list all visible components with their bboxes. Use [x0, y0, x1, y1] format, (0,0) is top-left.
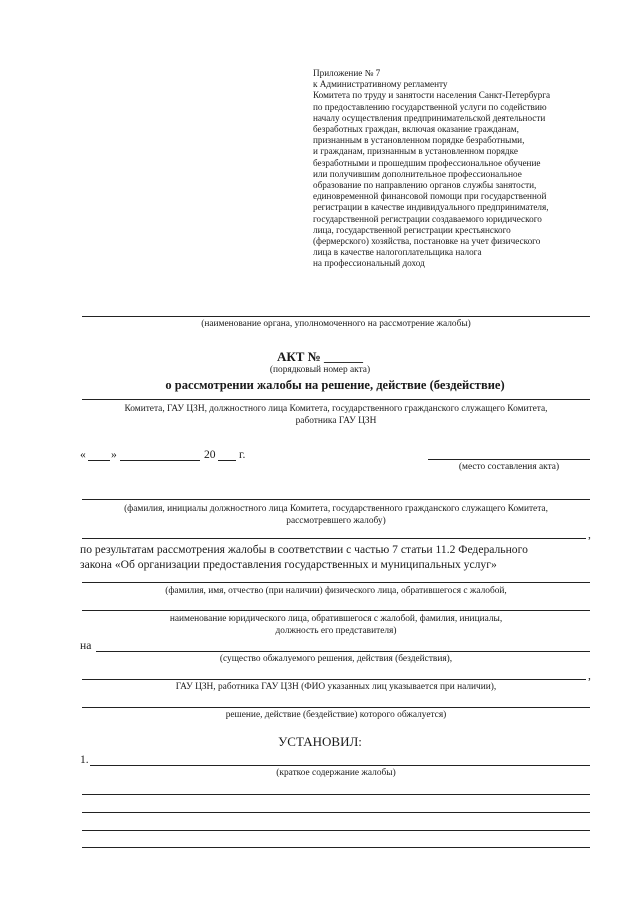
- organ-name-line[interactable]: [82, 316, 590, 317]
- decision-line[interactable]: [82, 707, 590, 708]
- appendix-line: признанным в установленном порядке безработными,: [313, 135, 525, 146]
- gau-line-comma: ,: [588, 669, 591, 682]
- organ-caption: (наименование органа, уполномоченного на рассмотрение жалобы): [201, 319, 471, 329]
- appendix-line: Приложение № 7: [313, 68, 381, 78]
- appendix-line: и гражданам, признанным в установленном порядке: [313, 146, 518, 157]
- person-caption: (фамилия, имя, отчество (при наличии) физического лица, обратившегося с жалобой,: [165, 586, 507, 596]
- appendix-line: на профессиональный доход: [313, 258, 425, 269]
- summary-line[interactable]: [90, 765, 590, 766]
- decision-caption: решение, действие (бездействие) которого обжалуется): [225, 710, 447, 720]
- legal-entity-line[interactable]: [82, 610, 590, 611]
- date-day-field[interactable]: [88, 460, 110, 461]
- official-caption-line1: (фамилия, инициалы должностного лица Комитета, государственного гражданского служащего Комитета,: [124, 504, 548, 514]
- result-text-line1: по результатам рассмотрения жалобы в соответствии с частью 7 статьи 11.2 Федерального: [80, 543, 528, 556]
- result-text-line2: закона «Об организации предоставления государственных и муниципальных услуг»: [80, 558, 497, 571]
- official-name-line[interactable]: [82, 499, 590, 500]
- date-month-field[interactable]: [120, 460, 200, 461]
- act-subtitle: о рассмотрении жалобы на решение, действие (бездействие): [165, 378, 505, 392]
- appendix-header: [313, 68, 613, 270]
- date-year-prefix: 20: [204, 448, 216, 461]
- appendix-line: или получившим дополнительное профессиональное: [313, 168, 522, 179]
- essence-caption: (существо обжалуемого решения, действия (бездействия),: [219, 654, 453, 664]
- committee-caption-line2: работника ГАУ ЦЗН: [295, 416, 377, 426]
- established-heading: УСТАНОВИЛ:: [278, 734, 362, 749]
- place-caption: (место составления акта): [458, 462, 560, 472]
- place-field[interactable]: [428, 459, 590, 460]
- summary-caption: (краткое содержание жалобы): [276, 768, 396, 778]
- line-comma: ,: [588, 528, 591, 541]
- appendix-line: (фермерского) хозяйства, постановке на учет физического: [313, 236, 541, 247]
- appendix-line: лица в качестве налогоплательщика налога: [313, 247, 482, 258]
- gau-line[interactable]: [82, 679, 586, 680]
- committee-caption-line1: Комитета, ГАУ ЦЗН, должностного лица Комитета, государственного гражданского служащего Комитета,: [124, 404, 548, 414]
- writing-line[interactable]: [82, 794, 590, 795]
- on-label: на: [80, 639, 92, 652]
- act-title: АКТ № ______: [276, 349, 364, 364]
- legal-caption-line2: должность его представителя): [275, 626, 397, 636]
- writing-line[interactable]: [82, 812, 590, 813]
- essence-line[interactable]: [96, 651, 590, 652]
- appendix-line: регистрации в качестве индивидуального предпринимателя,: [313, 202, 549, 213]
- person-name-line[interactable]: [82, 582, 590, 583]
- writing-line[interactable]: [82, 847, 590, 848]
- appendix-line: к Административному регламенту: [313, 79, 448, 90]
- act-number-caption: (порядковый номер акта): [269, 365, 371, 375]
- appendix-line: государственной регистрации создаваемого юридического: [313, 213, 542, 224]
- date-year-suffix: г.: [239, 448, 246, 461]
- appendix-line: по предоставлению государственной услуги по содействию: [313, 101, 547, 112]
- date-open-quote: «: [80, 448, 86, 461]
- item-one-label: 1.: [80, 753, 89, 766]
- appendix-line: безработными и прошедшим профессиональное обучение: [313, 157, 541, 168]
- writing-line[interactable]: [82, 830, 590, 831]
- appendix-line: началу осуществления предпринимательской деятельности: [313, 112, 546, 123]
- date-close-quote: »: [111, 448, 117, 461]
- appendix-line: единовременной финансовой помощи при государственной: [313, 191, 547, 202]
- blank-line[interactable]: [82, 538, 586, 539]
- appendix-line: безработных граждан, включая оказание гражданам,: [313, 124, 519, 135]
- official-caption-line2: рассмотревшего жалобу): [286, 516, 386, 526]
- appendix-line: Комитета по труду и занятости населения Санкт-Петербурга: [313, 90, 551, 101]
- legal-caption-line1: наименование юридического лица, обратившегося с жалобой, фамилия, инициалы,: [169, 614, 503, 624]
- appendix-line: образование по направлению органов службы занятости,: [313, 180, 537, 191]
- date-year-field[interactable]: [218, 460, 236, 461]
- committee-line[interactable]: [82, 399, 590, 400]
- appendix-line: лица, государственной регистрации крестьянского: [313, 224, 511, 235]
- gau-caption: ГАУ ЦЗН, работника ГАУ ЦЗН (ФИО указанных лиц указывается при наличии),: [175, 682, 497, 692]
